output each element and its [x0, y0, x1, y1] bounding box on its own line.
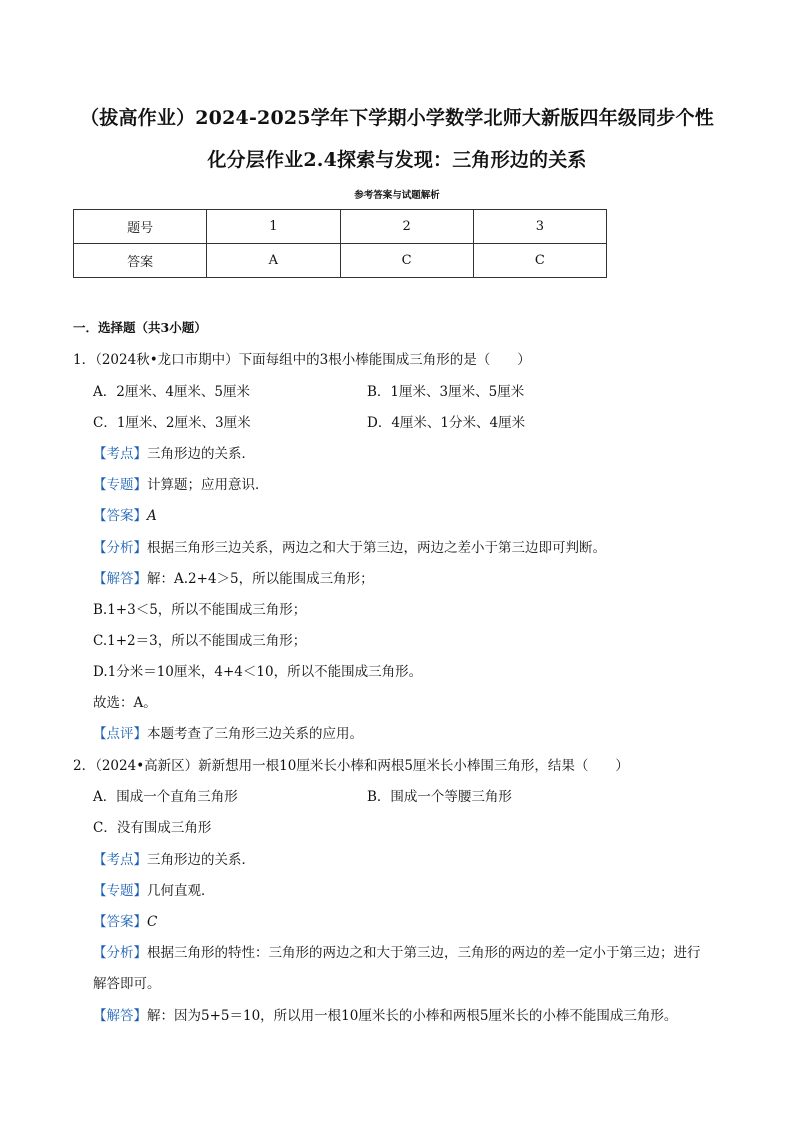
q2-option-c: C．没有围成三角形 [93, 820, 212, 836]
table-row [74, 244, 607, 278]
kaodian-text: 三角形边的关系． [147, 852, 255, 868]
subtitle: 参考答案与试题解析 [354, 190, 440, 201]
question-number: 3 [473, 210, 606, 244]
section-heading: 一．选择题（共3小题） [73, 320, 207, 335]
answer-cell: C [473, 244, 606, 278]
jieda-tag: 【解答】 [93, 1008, 147, 1024]
row-label: 题号 [74, 210, 207, 244]
answer-table [73, 209, 607, 278]
kaodian-tag: 【考点】 [93, 852, 147, 868]
dianping-text: 本题考查了三角形三边关系的应用。 [147, 726, 363, 742]
answer-cell: A [207, 244, 340, 278]
q2-fenxi [93, 941, 701, 961]
title-line-2: 化分层作业2.4探索与发现：三角形边的关系 [207, 149, 587, 171]
zhuanti-tag: 【专题】 [93, 477, 147, 493]
q2-stem: 2．（2024•高新区）新新想用一根10厘米长小棒和两根5厘米长小棒围三角形，结果（ ） [73, 758, 629, 774]
daan-text: A [147, 508, 157, 524]
q2-option-a: A．围成一个直角三角形 [93, 789, 238, 805]
q1-option-d: D．4厘米、1分米、4厘米 [367, 415, 526, 431]
q1-option-c: C．1厘米、2厘米、3厘米 [93, 415, 251, 431]
q1-jieda-b: B.1+3＜5，所以不能围成三角形； [93, 602, 307, 618]
fenxi-tag: 【分析】 [93, 945, 147, 961]
answer-cell: C [340, 244, 473, 278]
q1-fenxi [93, 536, 606, 556]
fenxi-text: 根据三角形三边关系，两边之和大于第三边，两边之差小于第三边即可判断。 [147, 540, 606, 556]
zhuanti-text: 计算题；应用意识． [147, 477, 269, 493]
zhuanti-tag: 【专题】 [93, 883, 147, 899]
table-row [74, 210, 607, 244]
q2-fenxi-cont: 解答即可。 [93, 976, 161, 992]
daan-tag: 【答案】 [93, 508, 147, 524]
q2-option-b: B．围成一个等腰三角形 [367, 789, 512, 805]
q1-dianping [93, 722, 363, 742]
fenxi-tag: 【分析】 [93, 540, 147, 556]
zhuanti-text: 几何直观． [147, 883, 215, 899]
q1-zhuanti [93, 473, 269, 493]
q1-guxuan: 故选：A。 [93, 695, 157, 711]
q1-jieda-c: C.1+2＝3，所以不能围成三角形； [93, 633, 307, 649]
q2-kaodian [93, 848, 255, 868]
q1-option-a: A．2厘米、4厘米、5厘米 [93, 384, 251, 400]
q1-stem: 1．（2024秋•龙口市期中）下面每组中的3根小棒能围成三角形的是（ ） [73, 352, 531, 368]
q2-zhuanti [93, 879, 215, 899]
jieda-text: 解：A.2+4＞5，所以能围成三角形； [147, 571, 374, 587]
kaodian-tag: 【考点】 [93, 446, 147, 462]
fenxi-text: 根据三角形的特性：三角形的两边之和大于第三边，三角形的两边的差一定小于第三边；进行 [147, 945, 701, 961]
row-label: 答案 [74, 244, 207, 278]
q1-jieda-d: D.1分米＝10厘米，4+4＜10，所以不能围成三角形。 [93, 664, 423, 680]
title-line-1: （拔高作业）2024-2025学年下学期小学数学北师大新版四年级同步个性 [80, 107, 714, 129]
q1-option-b: B．1厘米、3厘米、5厘米 [367, 384, 525, 400]
q1-kaodian [93, 442, 255, 462]
q1-daan [93, 504, 157, 524]
question-number: 2 [340, 210, 473, 244]
kaodian-text: 三角形边的关系． [147, 446, 255, 462]
question-number: 1 [207, 210, 340, 244]
jieda-tag: 【解答】 [93, 571, 147, 587]
q1-jieda [93, 567, 374, 587]
q2-daan [93, 910, 157, 930]
dianping-tag: 【点评】 [93, 726, 147, 742]
q2-jieda [93, 1004, 677, 1024]
jieda-text: 解：因为5+5＝10，所以用一根10厘米长的小棒和两根5厘米长的小棒不能围成三角形。 [147, 1008, 678, 1024]
daan-tag: 【答案】 [93, 914, 147, 930]
daan-text: C [147, 914, 158, 930]
